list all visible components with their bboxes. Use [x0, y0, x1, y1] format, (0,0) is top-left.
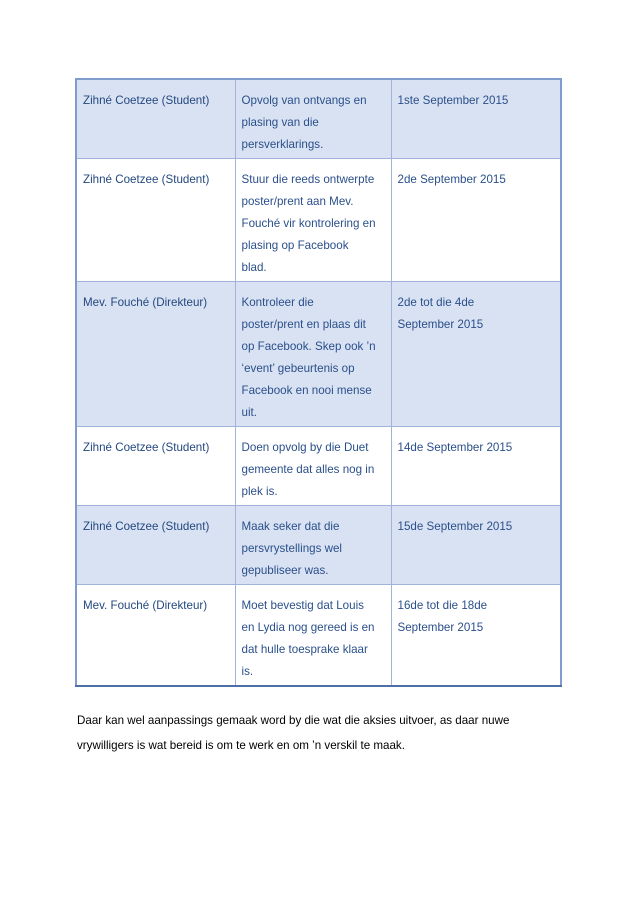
- action-line: Stuur die reeds ontwerpte: [241, 173, 375, 186]
- date-line: 2de tot die 4de: [397, 296, 475, 309]
- responsible-person: Mev. Fouché (Direkteur): [83, 599, 208, 612]
- date-line: 1ste September 2015: [397, 94, 509, 107]
- action-cell: [235, 585, 391, 687]
- date-line: 14de September 2015: [397, 441, 513, 454]
- action-line: uit.: [241, 406, 257, 419]
- date-cell: [391, 585, 561, 687]
- action-line: Opvolg van ontvangs en: [241, 94, 367, 107]
- date-line: 15de September 2015: [397, 520, 513, 533]
- table-row: [76, 282, 561, 427]
- table-row: [76, 585, 561, 687]
- action-line: Maak seker dat die: [241, 520, 340, 533]
- action-line: is.: [241, 665, 254, 678]
- action-line: dat hulle toesprake klaar: [241, 643, 368, 656]
- action-line: en Lydia nog gereed is en: [241, 621, 375, 634]
- action-line: Facebook en nooi mense: [241, 384, 372, 397]
- responsible-person-cell: [76, 79, 235, 159]
- action-line: gemeente dat alles nog in: [241, 463, 375, 476]
- action-cell: [235, 427, 391, 506]
- date-cell: [391, 79, 561, 159]
- responsible-person-cell: [76, 282, 235, 427]
- responsible-person-cell: [76, 585, 235, 687]
- date-cell: [391, 427, 561, 506]
- task-table: [75, 78, 562, 687]
- date-cell: [391, 159, 561, 282]
- responsible-person: Zihné Coetzee (Student): [83, 520, 210, 533]
- date-cell: [391, 282, 561, 427]
- table-row: [76, 159, 561, 282]
- action-line: Kontroleer die: [241, 296, 314, 309]
- responsible-person-cell: [76, 427, 235, 506]
- action-line: plasing van die: [241, 116, 319, 129]
- task-table-body: [76, 79, 561, 686]
- action-line: blad.: [241, 261, 267, 274]
- closing-paragraph: [77, 708, 567, 758]
- date-line: September 2015: [397, 318, 484, 331]
- closing-line: vrywilligers is wat bereid is om te werk en om ’n verskil te maak.: [77, 739, 405, 752]
- action-line: op Facebook. Skep ook ’n: [241, 340, 376, 353]
- action-line: persverklarings.: [241, 138, 324, 151]
- responsible-person: Zihné Coetzee (Student): [83, 173, 210, 186]
- action-line: gepubliseer was.: [241, 564, 329, 577]
- closing-line: Daar kan wel aanpassings gemaak word by die wat die aksies uitvoer, as daar nuwe: [77, 714, 510, 727]
- table-row: [76, 506, 561, 585]
- date-line: 2de September 2015: [397, 173, 506, 186]
- action-cell: [235, 159, 391, 282]
- action-line: ‘event’ gebeurtenis op: [241, 362, 355, 375]
- responsible-person: Mev. Fouché (Direkteur): [83, 296, 208, 309]
- action-cell: [235, 282, 391, 427]
- action-line: persvrystellings wel: [241, 542, 343, 555]
- action-line: plek is.: [241, 485, 278, 498]
- action-line: poster/prent aan Mev.: [241, 195, 354, 208]
- date-cell: [391, 506, 561, 585]
- action-cell: [235, 79, 391, 159]
- action-line: plasing op Facebook: [241, 239, 349, 252]
- responsible-person: Zihné Coetzee (Student): [83, 441, 210, 454]
- responsible-person-cell: [76, 506, 235, 585]
- table-row: [76, 427, 561, 506]
- action-cell: [235, 506, 391, 585]
- date-line: 16de tot die 18de: [397, 599, 488, 612]
- action-line: poster/prent en plaas dit: [241, 318, 366, 331]
- action-line: Moet bevestig dat Louis: [241, 599, 364, 612]
- responsible-person-cell: [76, 159, 235, 282]
- table-row: [76, 79, 561, 159]
- date-line: September 2015: [397, 621, 484, 634]
- action-line: Fouché vir kontrolering en: [241, 217, 376, 230]
- action-line: Doen opvolg by die Duet: [241, 441, 369, 454]
- responsible-person: Zihné Coetzee (Student): [83, 94, 210, 107]
